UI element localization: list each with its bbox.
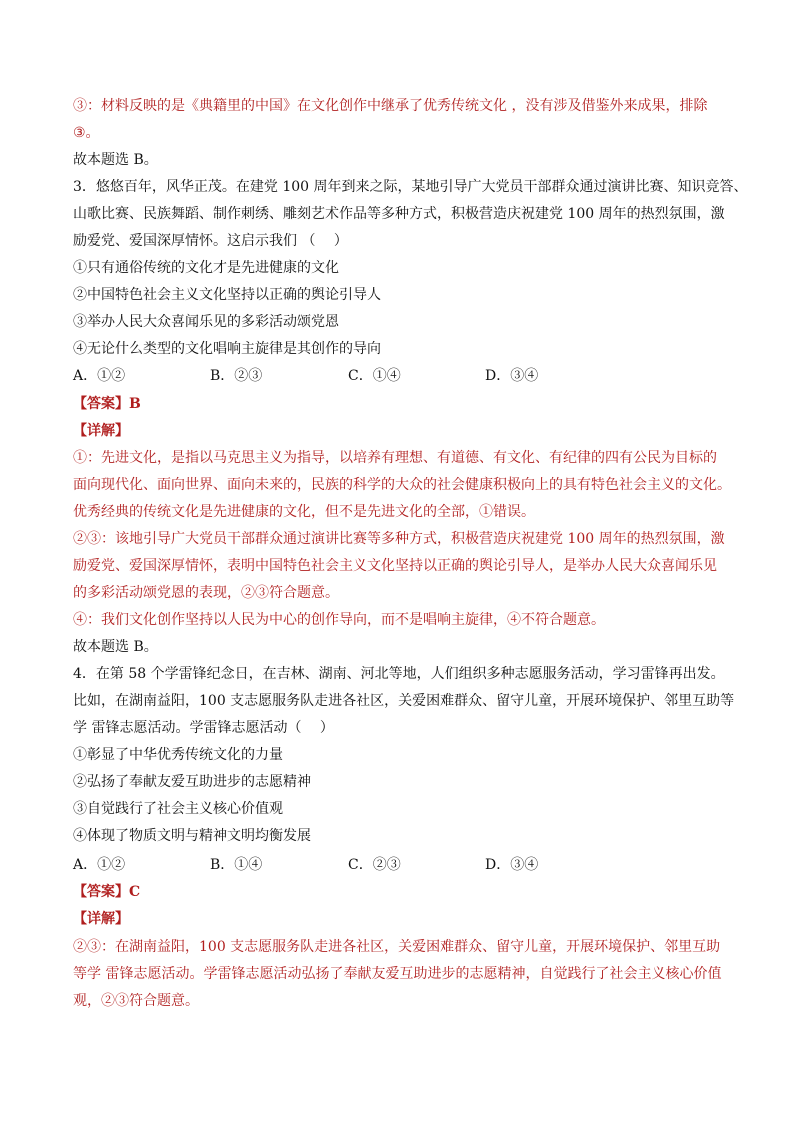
q3-option-d: D．③④ (485, 368, 539, 384)
prev-explanation-line: ③。 (73, 125, 100, 141)
q3-explanation-line: 优秀经典的传统文化是先进健康的文化，但不是先进文化的全部，①错误。 (73, 504, 535, 520)
q4-explanation-line: 观，②③符合题意。 (73, 993, 199, 1009)
q4-statement: ②弘扬了奉献友爱互助进步的志愿精神 (73, 774, 311, 790)
q3-statement: ③举办人民大众喜闻乐见的多彩活动颂党恩 (73, 314, 339, 330)
q3-explanation-line: ①：先进文化，是指以马克思主义为指导，以培养有理想、有道德、有文化、有纪律的四有公民为目标的 (73, 450, 717, 466)
q4-detail-label: 【详解】 (73, 911, 129, 927)
prev-conclusion: 故本题选 B。 (73, 152, 158, 168)
q3-conclusion: 故本题选 B。 (73, 639, 158, 655)
q3-stem-line: 3．悠悠百年，风华正茂。在建党 100 周年到来之际，某地引导广大党员干部群众通过演讲比赛、知识竞答、 (73, 179, 748, 195)
q3-statement: ①只有通俗传统的文化才是先进健康的文化 (73, 260, 339, 276)
q3-stem-line: 山歌比赛、民族舞蹈、制作刺绣、雕刻艺术作品等多种方式，积极营造庆祝建党 100 周年的热烈氛围，激 (73, 206, 725, 222)
q4-option-c: C．②③ (348, 857, 401, 873)
q3-statement: ④无论什么类型的文化唱响主旋律是其创作的导向 (73, 341, 381, 357)
q4-stem-line: 比如，在湖南益阳，100 支志愿服务队走进各社区，关爱困难群众、留守儿童，开展环境保护、邻里互助等 (73, 693, 735, 709)
q4-answer: 【答案】C (73, 884, 141, 900)
q3-explanation-line: 的多彩活动颂党恩的表现，②③符合题意。 (73, 585, 339, 601)
q4-option-a: A．①② (73, 857, 126, 873)
q4-option-d: D．③④ (485, 857, 539, 873)
q4-stem-line: 学 雷锋志愿活动。学雷锋志愿活动（ ） (73, 720, 334, 736)
prev-explanation-line: ③：材料反映的是《典籍里的中国》在文化创作中继承了优秀传统文化 ，没有涉及借鉴外来成果，排除 (73, 98, 708, 114)
q4-stem-line: 4．在第 58 个学雷锋纪念日，在吉林、湖南、河北等地，人们组织多种志愿服务活动，学习雷锋再出发。 (73, 666, 725, 682)
q3-stem-line: 励爱党、爱国深厚情怀。这启示我们 （ ） (73, 233, 348, 249)
q3-explanation-line: ②③：该地引导广大党员干部群众通过演讲比赛等多种方式，积极营造庆祝建党 100 周年的热烈氛围，激 (73, 531, 725, 547)
q3-explanation-line: 励爱党、爱国深厚情怀，表明中国特色社会主义文化坚持以正确的舆论引导人，是举办人民大众喜闻乐见 (73, 558, 717, 574)
q3-option-a: A．①② (73, 368, 126, 384)
q4-statement: ④体现了物质文明与精神文明均衡发展 (73, 828, 311, 844)
q4-statement: ①彰显了中华优秀传统文化的力量 (73, 747, 283, 763)
q3-explanation-line: 面向现代化、面向世界、面向未来的，民族的科学的大众的社会健康积极向上的具有特色社会主义的文化。 (73, 477, 731, 493)
q3-option-c: C．①④ (348, 368, 401, 384)
q3-explanation-line: ④：我们文化创作坚持以人民为中心的创作导向，而不是唱响主旋律，④不符合题意。 (73, 612, 605, 628)
q4-explanation-line: 等学 雷锋志愿活动。学雷锋志愿活动弘扬了奉献友爱互助进步的志愿精神，自觉践行了社会主义核心价值 (73, 966, 722, 982)
q3-statement: ②中国特色社会主义文化坚持以正确的舆论引导人 (73, 287, 381, 303)
q3-detail-label: 【详解】 (73, 423, 129, 439)
q3-option-b: B．②③ (210, 368, 263, 384)
q3-answer: 【答案】B (73, 396, 141, 412)
q4-option-b: B．①④ (210, 857, 263, 873)
q4-statement: ③自觉践行了社会主义核心价值观 (73, 801, 283, 817)
q4-explanation-line: ②③：在湖南益阳，100 支志愿服务队走进各社区，关爱困难群众、留守儿童，开展环境保护、邻里互助 (73, 939, 721, 955)
